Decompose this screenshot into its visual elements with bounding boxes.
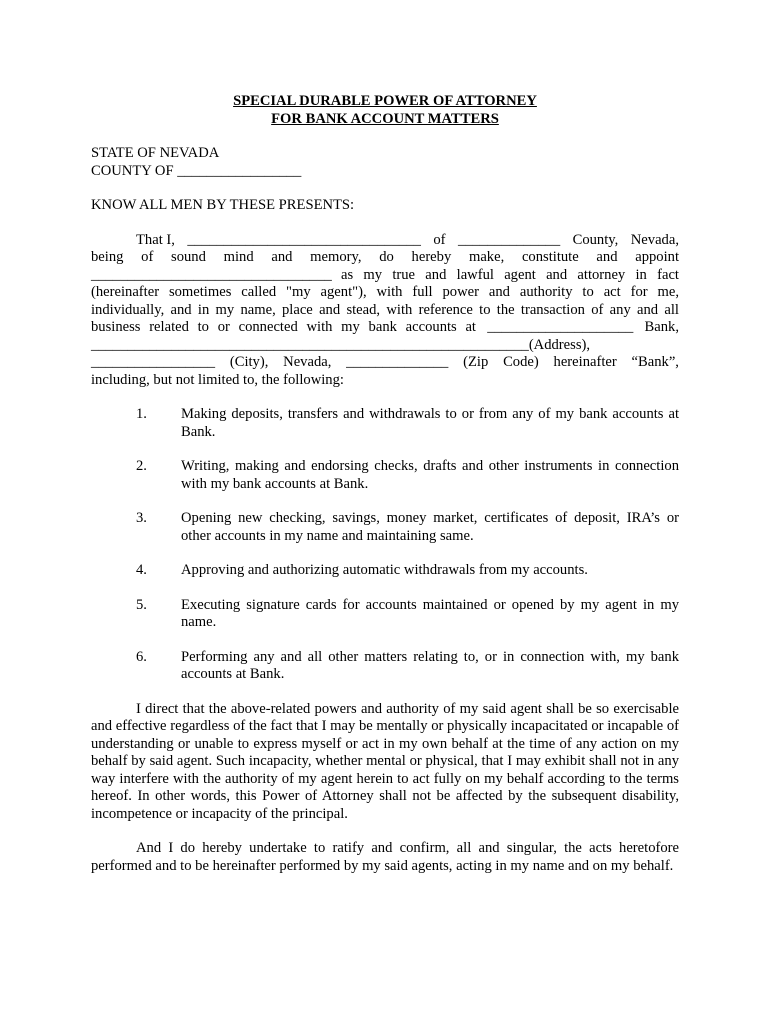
list-item-number: 1. (136, 406, 147, 422)
ratify-paragraph: And I do hereby undertake to ratify and confirm, all and singular, the acts heretofore performed and to be hereinafter performed by my said agents, acting in my name and on my behalf. (91, 840, 679, 874)
list-item-number: 3. (136, 510, 147, 526)
intro-row-6-text: business related to or connected with my bank accounts at (91, 319, 476, 335)
list-item-text: Executing signature cards for accounts maintained or opened by my agent in my name. (181, 596, 679, 630)
list-item (91, 562, 679, 580)
intro-row-9: including, but not limited to, the following: (91, 371, 344, 388)
intro-row-3-text: as my true and lawful agent and attorney in fact (341, 266, 679, 283)
intro-code: Code) (503, 354, 539, 370)
bank-name-blank: ____________________ (487, 319, 634, 335)
title-line-2: FOR BANK ACCOUNT MATTERS (271, 110, 499, 127)
list-item-text: Writing, making and endorsing checks, drafts and other instruments in connection with my bank accounts at Bank. (181, 458, 679, 492)
list-item-number: 2. (136, 458, 147, 474)
intro-zip: (Zip (463, 354, 489, 370)
list-item-number: 5. (136, 596, 147, 613)
intro-row-1 (91, 232, 679, 250)
intro-row-3 (91, 267, 679, 285)
state-line: STATE OF NEVADA (91, 145, 220, 161)
zip-blank: ______________ (346, 354, 449, 370)
intro-row-2: being of sound mind and memory, do hereby make, constitute and appoint (91, 249, 679, 265)
list-item-text: Opening new checking, savings, money market, certificates of deposit, IRA’s or other accounts in my name and maintaining same. (181, 510, 679, 544)
intro-hereinafter: hereinafter (553, 354, 617, 370)
intro-bank-defined: “Bank”, (631, 354, 679, 370)
intro-row-6 (91, 319, 679, 337)
intro-row-5: individually, and in my name, place and stead, with reference to the transaction of any and all (91, 301, 679, 318)
address-line: ____________________________________________________________(Address), (91, 336, 591, 353)
city-blank: _________________ (91, 354, 216, 370)
intro-paragraph (91, 232, 679, 390)
list-item (91, 649, 679, 684)
list-item (91, 597, 679, 632)
durability-paragraph: I direct that the above-related powers and authority of my said agent shall be so exercisable and effective regardless of the fact that I may be mentally or physically incapacitated or incapable of understanding or unable to express myself or act in my own behalf at the time of any action on my behalf by said agent. Such incapacity, whether mental or physical, that I may exhibit shall not in any way interfere with the authority of my agent herein to act fully on my behalf according to the terms hereof. In other words, this Power of Attorney shall not be affected by the subsequent disability, incompetence or incapacity of the principal. (91, 700, 679, 822)
preamble: KNOW ALL MEN BY THESE PRESENTS: (91, 197, 355, 213)
list-item (91, 510, 679, 545)
document-page (91, 93, 679, 875)
intro-nevada: Nevada, (630, 231, 679, 248)
powers-list (91, 406, 679, 684)
intro-row-8 (91, 354, 679, 372)
intro-city: (City), (229, 354, 269, 370)
intro-county: County, (572, 231, 619, 248)
county-line: COUNTY OF _________________ (91, 162, 302, 179)
intro-of: of (433, 231, 446, 248)
list-item-number: 6. (136, 648, 147, 665)
title-line-1: SPECIAL DURABLE POWER OF ATTORNEY (233, 93, 537, 109)
agent-name-blank: _________________________________ (91, 266, 332, 283)
list-item (91, 458, 679, 493)
list-item-text: Approving and authorizing automatic withdrawals from my accounts. (181, 562, 588, 578)
intro-bank: Bank, (644, 319, 679, 335)
list-item-number: 4. (136, 562, 147, 578)
intro-that-i: That I, (136, 231, 175, 248)
list-item-text: Performing any and all other matters relating to, or in connection with, my bank accounts at Bank. (181, 648, 679, 682)
principal-name-blank: ________________________________ (187, 231, 421, 248)
list-item (91, 406, 679, 441)
document-title (91, 93, 679, 128)
venue-block (91, 145, 679, 180)
intro-nevada-2: Nevada, (283, 354, 332, 370)
county-blank: ______________ (457, 231, 561, 248)
intro-row-4: (hereinafter sometimes called "my agent"), with full power and authority to act for me, (91, 284, 679, 300)
list-item-text: Making deposits, transfers and withdrawals to or from any of my bank accounts at Bank. (181, 406, 679, 440)
